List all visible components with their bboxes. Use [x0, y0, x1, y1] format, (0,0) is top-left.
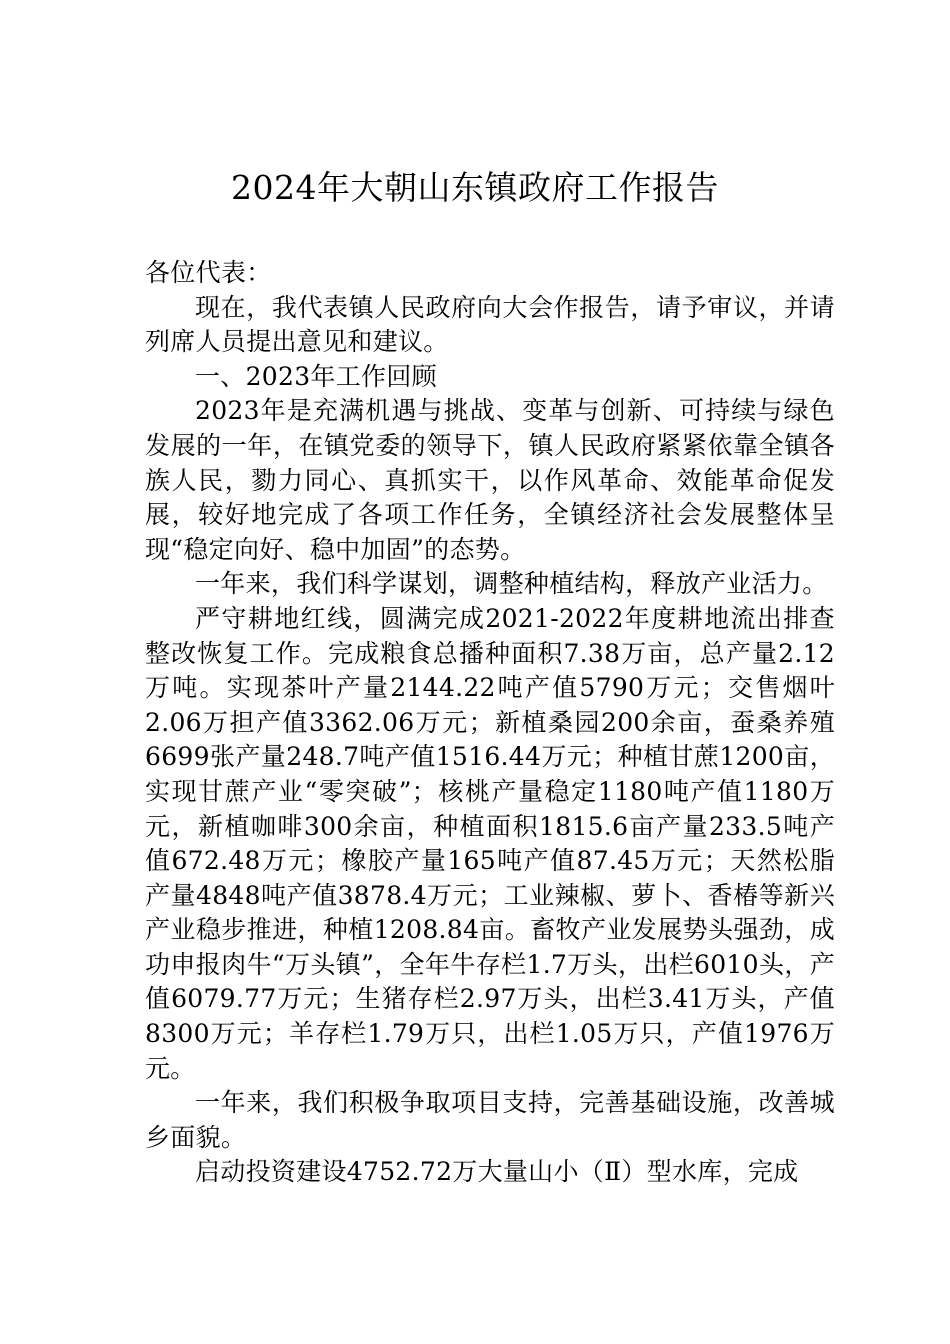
section-heading: 一、2023年工作回顾	[195, 361, 437, 391]
salutation: 各位代表：	[145, 258, 272, 287]
paragraph-opening: 现在，我代表镇人民政府向大会作报告，请予审议，并请列席人员提出意见和建议。	[145, 292, 835, 357]
paragraph-overview: 2023年是充满机遇与挑战、变革与创新、可持续与绿色发展的一年，在镇党委的领导下，镇人民政府紧紧依靠全镇各族人民，勠力同心、真抓实干，以作风革命、效能革命促发展，较好地完成了各项工作任务，全镇经济社会发展整体呈现“稳定向好、稳中加固”的态势。	[145, 396, 835, 564]
paragraph-industry-summary: 一年来，我们科学谋划，调整种植结构，释放产业活力。	[195, 569, 828, 599]
document-body	[145, 256, 835, 1190]
paragraph-infrastructure-summary: 一年来，我们积极争取项目支持，完善基础设施，改善城乡面貌。	[145, 1088, 835, 1152]
document-title: 2024年大朝山东镇政府工作报告	[231, 168, 719, 207]
paragraph-reservoir: 启动投资建设4752.72万大量山小（Ⅱ）型水库，完成	[195, 1157, 799, 1187]
paragraph-agriculture-details: 严守耕地红线，圆满完成2021-2022年度耕地流出排查整改恢复工作。完成粮食总播种面积7.38万亩，总产量2.12万吨。实现茶叶产量2144.22吨产值5790万元；交售烟叶2.06万担产值3362.06万元；新植桑园200余亩，蚕桑养殖6699张产量248.7吨产值1516.44万元；种植甘蔗1200亩，实现甘蔗产业“零突破”；核桃产量稳定1180吨产值1180万元，新植咖啡300余亩，种植面积1815.6亩产量233.5吨产值672.48万元；橡胶产量165吨产值87.45万元；天然松脂产量4848吨产值3878.4万元；工业辣椒、萝卜、香椿等新兴产业稳步推进，种植1208.84亩。畜牧产业发展势头强劲，成功申报肉牛“万头镇”，全年牛存栏1.7万头，出栏6010头，产值6079.77万元；生猪存栏2.97万头，出栏3.41万头，产值8300万元；羊存栏1.79万只，出栏1.05万只，产值1976万元。	[145, 603, 835, 1083]
